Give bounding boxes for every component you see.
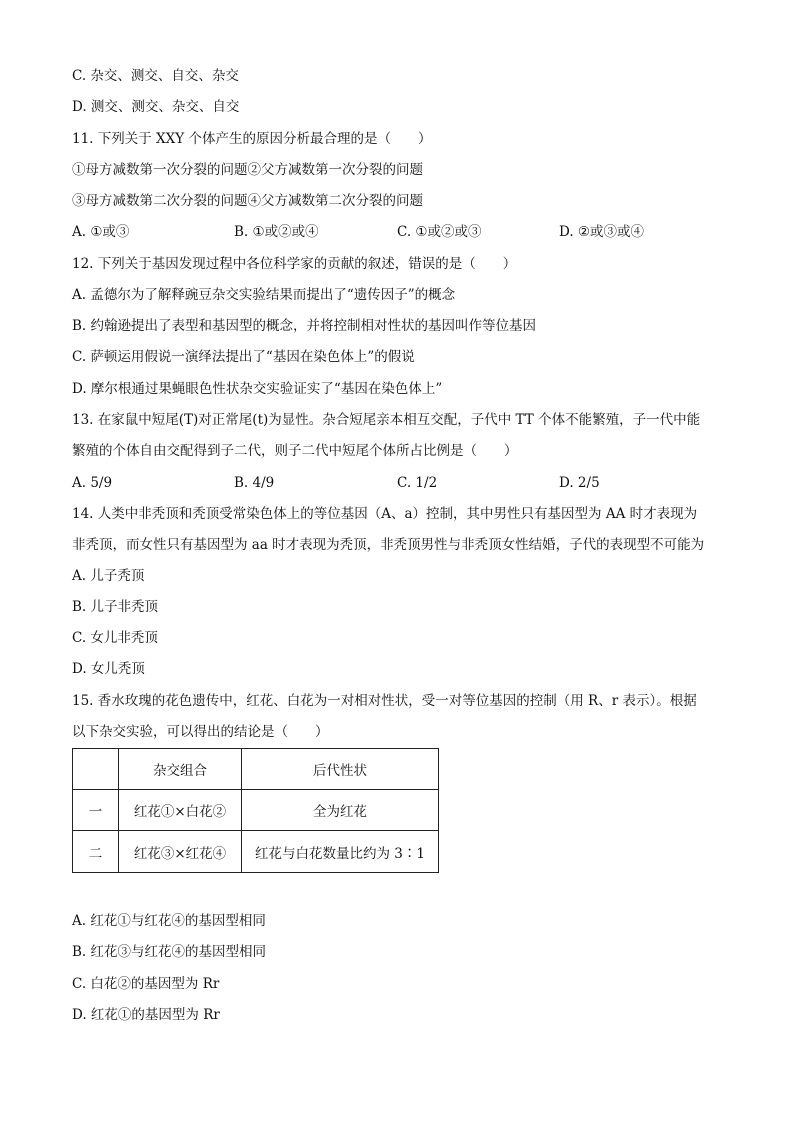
table-header-cell: 杂交组合 [119, 749, 242, 790]
q15-option-d: D. 红花①的基因型为 Rr [72, 1007, 220, 1023]
q13-options [72, 474, 722, 492]
table-row [73, 790, 439, 831]
q10-option-c: C. 杂交、测交、自交、杂交 [72, 68, 239, 84]
table-cell: 一 [73, 790, 119, 831]
q12-stem: 12. 下列关于基因发现过程中各位科学家的贡献的叙述，错误的是（ ） [72, 256, 517, 272]
q11-option-a: A. ①或③ [72, 224, 130, 240]
q12-option-a: A. 孟德尔为了解释豌豆杂交实验结果而提出了“遗传因子”的概念 [72, 287, 456, 303]
q11-option-c: C. ①或②或③ [397, 224, 482, 240]
table-cell: 红花①×白花② [119, 790, 242, 831]
q11-option-b: B. ①或②或④ [234, 224, 319, 240]
q13-option-d: D. 2/5 [559, 475, 600, 491]
q12-option-d: D. 摩尔根通过果蝇眼色性状杂交实验证实了“基因在染色体上” [72, 381, 443, 397]
q14-option-d: D. 女儿秃顶 [72, 661, 145, 677]
table-cell: 红花③×红花④ [119, 831, 242, 873]
q14-option-b: B. 儿子非秃顶 [72, 599, 159, 615]
q14-option-a: A. 儿子秃顶 [72, 568, 145, 584]
q14-stem-line-1: 14. 人类中非秃顶和秃顶受常染色体上的等位基因（A、a）控制，其中男性只有基因型为 AA 时才表现为 [72, 506, 698, 522]
table-header-row [73, 749, 439, 790]
q15-stem-line-1: 15. 香水玫瑰的花色遗传中，红花、白花为一对相对性状，受一对等位基因的控制（用 R、r 表示）。根据 [72, 693, 697, 709]
q11-statement-line-1: ①母方减数第一次分裂的问题②父方减数第一次分裂的问题 [72, 162, 423, 178]
q15-option-a: A. 红花①与红花④的基因型相同 [72, 913, 266, 929]
q11-option-d: D. ②或③或④ [559, 224, 645, 240]
q13-option-b: B. 4/9 [234, 475, 275, 491]
table-row [73, 831, 439, 873]
table-cell: 全为红花 [242, 790, 439, 831]
q13-stem-line-1: 13. 在家鼠中短尾(T)对正常尾(t)为显性。杂合短尾亲本相互交配，子代中 TT 个体不能繁殖，子一代中能 [72, 412, 701, 428]
q10-option-d: D. 测交、测交、杂交、自交 [72, 99, 240, 115]
q13-stem-line-2: 繁殖的个体自由交配得到子二代，则子二代中短尾个体所占比例是（ ） [72, 443, 518, 459]
table-cell: 红花与白花数量比约为 3∶1 [242, 831, 439, 873]
q13-option-a: A. 5/9 [72, 475, 113, 491]
q11-stem: 11. 下列关于 XXY 个体产生的原因分析最合理的是（ ） [72, 131, 432, 147]
q11-options [72, 223, 722, 241]
q12-option-c: C. 萨顿运用假说一演绎法提出了“基因在染色体上”的假说 [72, 349, 415, 365]
table-cell: 二 [73, 831, 119, 873]
cross-results-table [72, 748, 439, 873]
table-header-cell: 后代性状 [242, 749, 439, 790]
q11-statement-line-2: ③母方减数第二次分裂的问题④父方减数第二次分裂的问题 [72, 193, 423, 209]
table-header-cell [73, 749, 119, 790]
q13-option-c: C. 1/2 [397, 475, 438, 491]
q12-option-b: B. 约翰逊提出了表型和基因型的概念，并将控制相对性状的基因叫作等位基因 [72, 318, 537, 334]
q14-stem-line-2: 非秃顶，而女性只有基因型为 aa 时才表现为秃顶，非秃顶男性与非秃顶女性结婚，子代的表现型不可能为 [72, 537, 705, 553]
q15-stem-line-2: 以下杂交实验，可以得出的结论是（ ） [72, 724, 329, 740]
q15-option-b: B. 红花③与红花④的基因型相同 [72, 944, 267, 960]
q14-option-c: C. 女儿非秃顶 [72, 630, 158, 646]
q15-option-c: C. 白花②的基因型为 Rr [72, 976, 220, 992]
